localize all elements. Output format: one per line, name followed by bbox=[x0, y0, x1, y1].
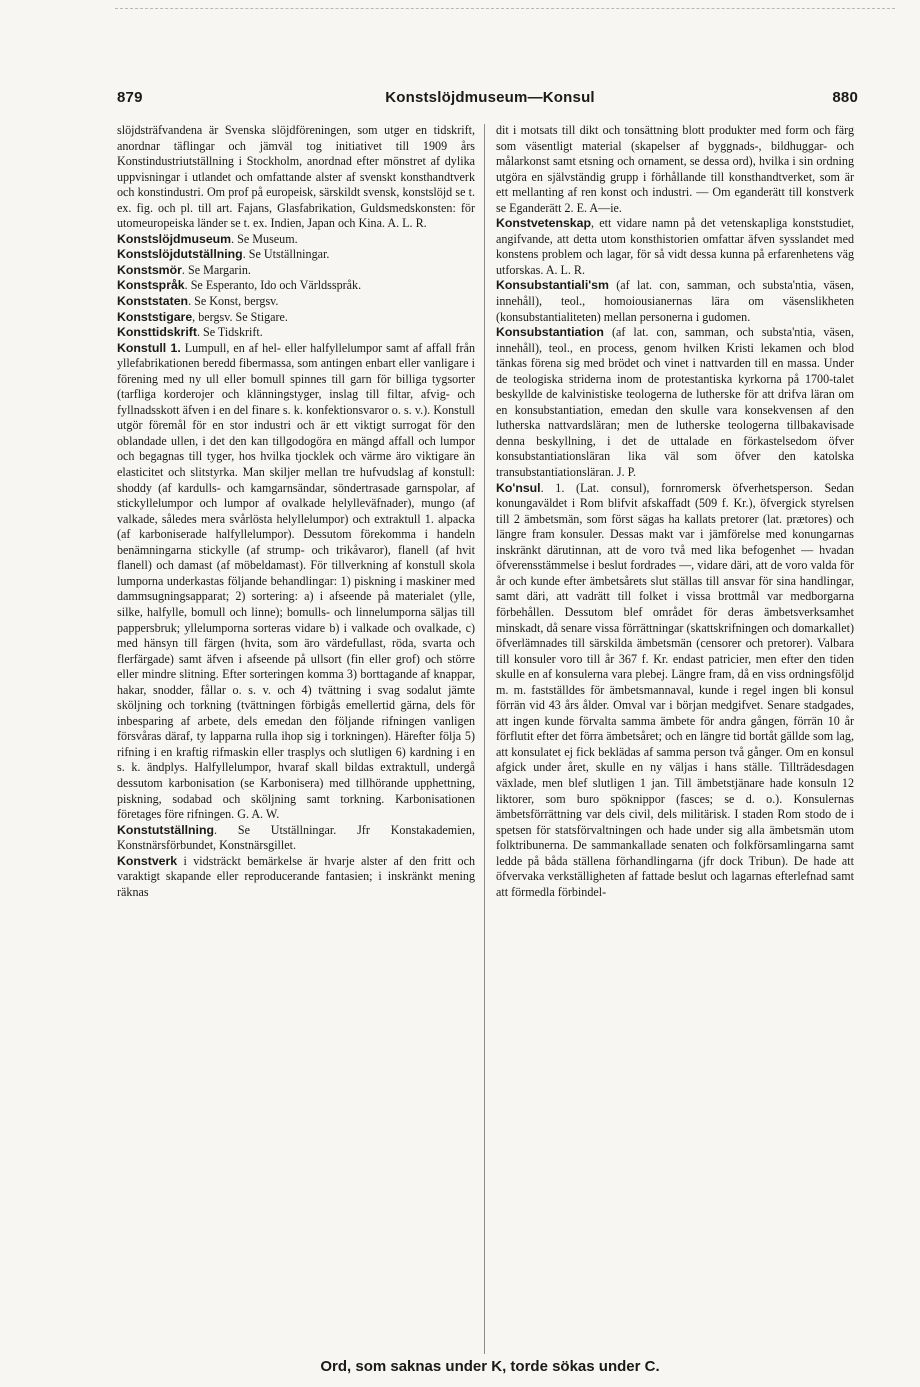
entry-text: Konstutställning. Se Utställningar. Jfr Konstakademien, Konstnärsförbundet, Konstnärsgillet. bbox=[117, 822, 475, 853]
entry-text: Konststigare, bergsv. Se Stigare. bbox=[117, 309, 288, 324]
entry-text: Konsubstantiation (af lat. con, samman, och substa'ntia, väsen, innehåll), teol., en process, genom hvilken Kristi lekamen och blod tänkas förena sig med brödet och vinet i nattvarden till en massa. Under de teologiska striderna inom de protestantiska kyrkorna på 1700-talet beskyllde de kalvinistiske teologerna de lutherske för att drifva läran om en konsubstantiation, emedan den skulle vara konsekvensen af den lutherska nattvardsläran; men de lutherske teologerna tillbakavisade denna beskyllning, i det de uttalade en förkastelsedom öfver konsubstantiationsläran lika väl som öfver den katolska transubstantiationsläran. J. P. bbox=[496, 325, 854, 480]
column-rule bbox=[484, 124, 485, 1354]
right-column bbox=[496, 123, 854, 900]
scan-edge-line bbox=[115, 8, 895, 9]
entry-text: Konststaten. Se Konst, bergsv. bbox=[117, 294, 279, 309]
entry-text: Konstvetenskap, ett vidare namn på det vetenskapliga konststudiet, angifvande, att detta utom konsthistorien omfattar äfven sysslandet med konstens problem och lagar, för så vidt dessa kunna på erfarenhetens väg utforskas. A. L. R. bbox=[496, 216, 854, 277]
running-title: Konstslöjdmuseum—Konsul bbox=[385, 89, 595, 106]
entry-text: Konsubstantiali'sm (af lat. con, samman, och substa'ntia, väsen, innehåll), teol., homoiousianernas lära om väsenslikheten (konsubstantialiteten) mellan personerna i gudomen. bbox=[496, 278, 854, 324]
left-column bbox=[117, 123, 475, 900]
footer-note: Ord, som saknas under K, torde sökas under C. bbox=[320, 1358, 660, 1375]
entry-text: Konstverk i vidsträckt bemärkelse är hvarje alster af den fritt och varaktigt skapande eller reproducerande fantasien; i inskränkt mening räknas bbox=[117, 853, 475, 899]
entry-text: Konstsmör. Se Margarin. bbox=[117, 262, 251, 277]
entry-text: Konstslöjdutställning. Se Utställningar. bbox=[117, 247, 330, 262]
entry-text: Ko'nsul. 1. (Lat. consul), fornromersk öfverhetsperson. Sedan konungaväldet i Rom blifvit afskaffadt (509 f. Kr.), öfvergick styrelsen till 2 ämbetsmän, som först sägas ha kallats pretorer (lat. prætores) och längre fram konsuler. Dessas makt var i jämförelse med konungarnas inskränkt därutinnan, att de voro två med lika befogenhet — hvadan öfverensstämmelse i beslut fordrades —, vidare däri, att de voro valda för år och kunde efter ämbetsårets slut ställas till ansvar för sina handlingar, samt däri, att vadrätt till folket i vissa brottmål var medborgarna förbehållen. Dessutom blef området för deras ämbetsverksamhet minskadt, då senare vissa förrättningar (skattskrifningen och domarkallet) öfverlämnades till särskilda ämbetsmän (censorer och pretorer). Valbara till konsuler voro till år 367 f. Kr. endast patricier, men efter den tiden skulle en af konsulerna vara plebej. Längre fram, då en viss ordningsföljd m. m. fastställdes för ämbetsmannaval, kunde i regel ingen bli konsul förrän vid 43 års ålder. Omval var i början medgifvet. Senare stadgades, att ingen kunde förvalta samma ämbete för andra gången, förrän 10 år förflutit efter det förra ämbetsåret; och en längre tid bortåt gällde som lag, att konsulatet ej fick beklädas af samma person två gånger. Om en konsul afgick under året, skulle en ny väljas i hans ställe. Tillträdesdagen växlade, men blef slutligen 1 jan. Till ämbetstjänare hade konsuln 12 liktorer, som buro spöknippor (fasces; se d. o.). Konsulernas ämbetsförrättning var dels civil, dels militärisk. I staden Rom stodo de i spetsen för statsförvaltningen och hade under sig alla ämbetsmän utom folktribunerna. De sammankallade senaten och folkförsamlingarna samt ledde på båda ställena förhandlingarna (jfr dock Tribun). De hade att öfvervaka verkställigheten af fattade beslut och lagarnas efterlefnad samt att förmedla förbindel- bbox=[496, 480, 854, 899]
entry-text: Konstslöjdmuseum. Se Museum. bbox=[117, 231, 298, 246]
page-number-left: 879 bbox=[117, 89, 143, 106]
entry-text: Konstull 1. Lumpull, en af hel- eller halfyllelumpor samt af affall från yllefabrikationen beredd fibermassa, som antingen enbart eller vanligare i förening med ny ull eller bomull spinnes till garn för billiga tygsorter (tarfliga korderojer och klänningstyger, inslag till filtar, afvig- och fyllnadsskott äfven i en del finare s. k. konfektionsvaror o. s. v.). Konstull utgör föremål för en stor industri och är ett viktigt surrogat för den oblandade ullen, i det den kan tillgodogöra en mängd affall och lumpor och begagnas till tyger, hos hvilka tjocklek och värme äro viktigare än elasticitet och slitstyrka. Man skiljer mellan tre hufvudslag af konstull: shoddy (af kardulls- och kamgarnsändar, söndertrasade garnspolar, af stickyllelumpor och lumpor af ovalkade helylleväfnader), mungo (af valkade, således mera svårlösta helyllelumpor) och extraktull 1. alpacka (af karboniserade halfyllelumpor). Dessutom förekomma i handeln benämningarna stickylle (af strump- och trikåvaror), flanell (af hvit flanell) och damast (af möbeldamast). För tillverkning af konstull skola lumporna underkastas följande behandlingar: 1) piskning i maskiner med dammsugningsapparat; 2) sortering: a) i afseende på materialet (ylle, silke, halfylle, bomull och linne); bomulls- och linnelumporna säljas till pappersbruk; yllelumporna sorteras vidare b) i valkade och ovalkade, c) med hänsyn till färgen (hvita, som äro värdefullast, röda, svarta och flerfärgade) samt äfven i afseende på ullsort (fin eller grof) och större eller mindre slitning. Efter sorteringen komma 3) borttagande af knappar, hakar, snodder, fållar o. s. v. och 4) tvättning i svag sodalut jämte sköljning och torkning (tvättningen förbigås emellertid gärna, dels för inbesparing af arbete, dels emedan den följande rifningen vanligen försvåras däraf, ty lapparna rulla ihop sig i torkningen). Härefter följa 5) rifning i en kraftig rifmaskin eller trasplys och slutligen 6) kardning i en s. k. ändplys. Halfyllelumpor, hvaraf skall bildas extraktull, undergå dessutom karbonisation (se Karbonisera) med tillhörande upphettning, piskning, sodabad och sköljning samt torkning. Karbonisationen företages före rifningen. G. A. W. bbox=[117, 340, 475, 822]
entry-text: dit i motsats till dikt och tonsättning blott produkter med form och färg som väsentligt material (skapelser af byggnads-, bildhuggar- och målarkonst samt etsning och ornament, se dessa ord), hvilka i sin ordning utgöra en självständig grupp i förhållande till konsthandtverket, som är ett mellanting af ren konst och industri. — Om eganderätt till konstverk se Eganderätt 2. E. A—ie. bbox=[496, 123, 854, 215]
entry-text: Konstspråk. Se Esperanto, Ido och Världsspråk. bbox=[117, 278, 362, 293]
page-number-right: 880 bbox=[832, 89, 858, 106]
entry-text: Konsttidskrift. Se Tidskrift. bbox=[117, 325, 263, 340]
entry-text: slöjdsträfvandena är Svenska slöjdföreningen, som utger en tidskrift, anordnar täflingar och jämväl tog initiativet till 1909 års Konstindustriutställning i Stockholm, anordnad efter mönstret af dylika uppvisningar i utlandet och omfattande alster af svenskt konsthandtverk och konstindustri. Om prof på europeisk, särskildt svensk, konstslöjd se t. ex. fig. och pl. till art. Fajans, Glasfabrikation, Guldsmedskonsten: för utomeuropeiska länder se t. ex. Indien, Japan och Kina. A. L. R. bbox=[117, 123, 475, 231]
